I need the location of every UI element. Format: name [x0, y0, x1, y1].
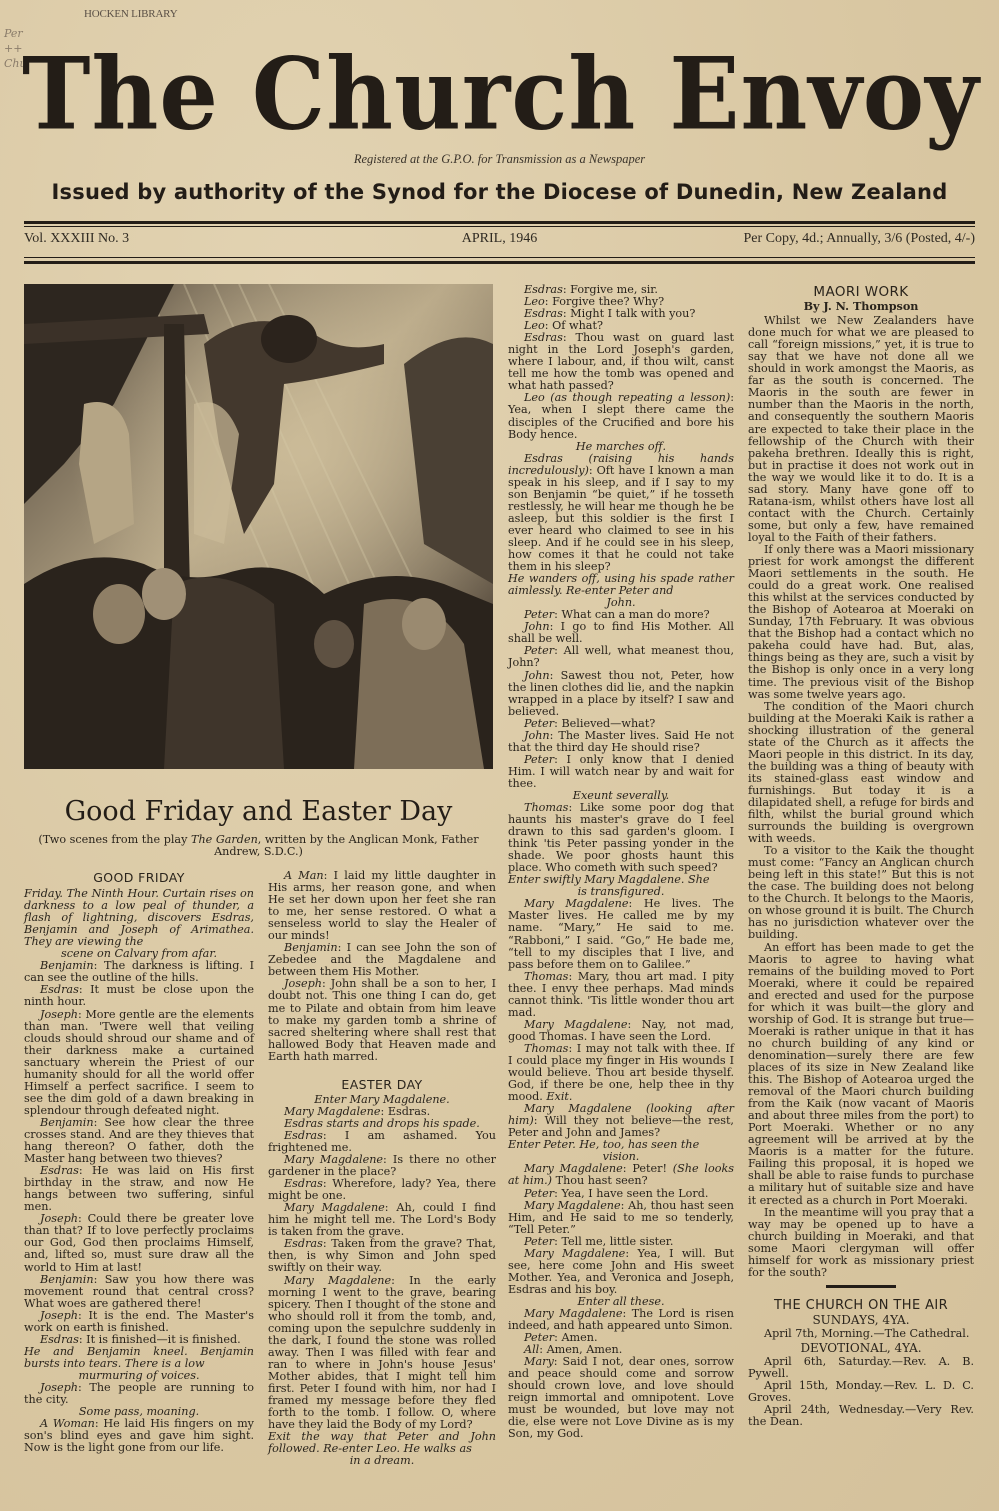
top-rule-thick	[24, 221, 975, 224]
stage-direction: Enter Peter. He, too, has seen the	[508, 1138, 700, 1152]
sundays-heading: SUNDAYS, 4YA.	[812, 1312, 910, 1327]
devotional-heading: DEVOTIONAL, 4YA.	[800, 1340, 922, 1355]
dialogue-line: Esdras: I am ashamed. You frightened me.	[268, 1128, 496, 1154]
paragraph: In the meantime will you pray that a way may be opened up to have a church building in Moeraki, and that some Maori clergyman will offer himself for work as missionary priest for the south?	[748, 1205, 974, 1279]
dialogue-line: A Woman: He laid His fingers on my son's blind eyes and gave him sight. Now is the light gone from our life.	[24, 1417, 254, 1455]
article-subtitle: (Two scenes from the play The Garden, written by the Anglican Monk, Father Andrew, S.D.C.)	[38, 833, 479, 859]
dialogue-line: Mary: Said I not, dear ones, sorrow and peace should come and sorrow should crown love, and love should reign immortal and omnipotent. Love must be wounded, but love may not die, else were not Love Divine as is my Son, my God.	[508, 1355, 734, 1441]
stage-direction: Esdras starts and drops his spade.	[284, 1116, 480, 1130]
stage-direction: in a dream.	[349, 1454, 415, 1468]
section-divider	[826, 1285, 896, 1288]
dialogue-line: Benjamin: See how clear the three crosses stand. And are they thieves that hang thereon? O father, doth the Master hang between two thieves?	[24, 1115, 254, 1166]
stage-direction: Exit the way that Peter and John followed. Re-enter Leo. He walks as	[268, 1430, 496, 1456]
dialogue-line: Peter: Amen.	[524, 1331, 598, 1345]
section-heading-good-friday: GOOD FRIDAY	[93, 870, 185, 885]
broadcast-entry: April 24th, Wednesday.—Very Rev. the Dean.	[748, 1403, 974, 1429]
dialogue-line: Peter: Tell me, little sister.	[524, 1234, 674, 1248]
crucifixion-illustration	[24, 284, 493, 769]
dialogue-line: Esdras (raising his hands incredulously): Oft have I known a man speak in his sleep, and if I say to my son Benjamin “be quiet,” if he tosseth restlessly, he will hear me though he be asleep, but this soldier is the first I ever heard who claimed to see in his sleep. And if he could see in his sleep, how comes it that he could not take them in his sleep?	[508, 451, 734, 574]
dialogue-line: Mary Magdalene: He lives. The Master lives. He called me by my name. “Mary,” He said to me. “Rabboni,” I said. “Go,” He bade me, “tell to my disciples that I live, and pass before them on to Galilee.”	[508, 897, 734, 971]
masthead-title: The Church Envoy	[22, 35, 980, 153]
paragraph: An effort has been made to get the Maoris to agree to having what remains of the building moved to Port Moeraki, where it could be repaired and erected and used for the purpose for which it was built—the glory and worship of God. It is strange but true—Moeraki is rather unique in that it has no church building of any kind or denomination—surely there are few places of its size in New Zealand like this. The Bishop of Aotearoa urged the removal of the Maori church building from the Kaik (now vacant of Maoris and about three miles from the port) to Port Moeraki. Whether or no any agreement will be arrived at by the Maoris is a matter for the future. Failing this proposal, it is hoped we shall be able to raise funds to purchase a military hut of suitable size and have it erected as a church in Port Moeraki.	[748, 940, 974, 1207]
dialogue-line: Joseph: Could there be greater love than that? If to love perfectly proclaims our God, God then proclaims Himself, and, lifted so, must sure draw all the world to Him at last!	[24, 1212, 255, 1274]
stage-direction: Exeunt severally.	[572, 788, 670, 802]
dialogue-line: John: Sawest thou not, Peter, how the linen clothes did lie, and the napkin wrapped in a place by itself? I saw and believed.	[508, 668, 734, 718]
stage-direction: He marches off.	[575, 439, 667, 453]
stage-direction: Enter swiftly Mary Magdalene. She	[508, 873, 710, 887]
dialogue-line: Benjamin: I can see John the son of Zebedee and the Magdalene and between them His Mother.	[268, 941, 496, 979]
paragraph: Whilst we New Zealanders have done much for what we are pleased to call “foreign missions,” yet, it is true to say that we have not done all we should in work amongst the Maoris, as far as the south is concerned. The Maoris in the south are fewer in number than the Maoris in the north, and consequently the southern Maoris are expected to take their place in the fellowship of the Church with their pakeha brethren. Ideally this is right, but in practise it does not work out in the way we would like it to do. It is a sad story. Many have gone off to Ratana-ism, whilst others have lost all contact with the Church. Certainly some, but only a few, have remained loyal to the Faith of their fathers.	[748, 314, 974, 544]
stage-direction: Friday. The Ninth Hour. Curtain rises on darkness to a low peal of thunder, a flash of lightning, discovers Esdras, Benjamin and Joseph of Arimathea. They are viewing the	[24, 887, 254, 949]
stage-direction: He wanders off, using his spade rather aimlessly. Re-enter Peter and	[508, 572, 734, 598]
column-easter-day	[268, 870, 496, 1467]
section-heading-easter-day: EASTER DAY	[341, 1076, 423, 1092]
dialogue-line: Mary Magdalene: Peter! (She looks at him.) Thou hast seen?	[508, 1162, 734, 1188]
dialogue-line: Esdras: Thou wast on guard last night in the Lord Joseph's garden, where I labour, and, if thou wilt, canst tell me how the tomb was opened and what hath passed?	[508, 331, 734, 393]
broadcast-entry: April 6th, Saturday.—Rev. A. B. Pywell.	[748, 1355, 974, 1381]
dialogue-line: Joseph: It is the end. The Master's work on earth is finished.	[24, 1308, 254, 1334]
dialogue-line: John: The Master lives. Said He not that the third day He should rise?	[508, 728, 734, 754]
stage-direction: Enter all these.	[577, 1294, 665, 1308]
stage-direction: Some pass, moaning.	[78, 1405, 200, 1419]
stage-direction: murmuring of voices.	[78, 1368, 200, 1382]
dialogue-line: John: I go to find His Mother. All shall be well.	[508, 620, 734, 646]
broadcast-entry: April 7th, Morning.—The Cathedral.	[764, 1326, 970, 1340]
dialogue-line: Joseph: More gentle are the elements than man. 'Twere well that veiling clouds should shroud our shame and of their darkness make a curtained sanctuary wherein the Priest of our humanity should for all the world offer Himself a perfect sacrifice. I seem to see the dim gold of a dawn breaking in splendour through defeated night.	[24, 1007, 254, 1117]
dialogue-line: Benjamin: Saw you how there was movement round that central cross? What woes are gathered there!	[24, 1272, 254, 1310]
stage-direction: He and Benjamin kneel. Benjamin bursts into tears. There is a low	[24, 1344, 254, 1370]
dialogue-line: Esdras: Might I talk with you?	[524, 307, 696, 321]
dialogue-line: A Man: I laid my little daughter in His arms, her reason gone, and when He set her down upon her feet she ran to me, her sense restored. O what a senseless world to slay the Healer of our minds!	[268, 869, 496, 943]
dialogue-line: Joseph: John shall be a son to her, I doubt not. This one thing I can do, get me to Pilate and obtain from him leave to make my garden tomb a shrine of sacred sheltering where shall rest that hallowed Body that Heaven made and Earth hath marred.	[268, 977, 496, 1063]
stage-direction: Enter Mary Magdalene.	[314, 1092, 450, 1106]
bottom-rule-thick	[24, 261, 975, 264]
dialogue-line: Thomas: I may not talk with thee. If I could place my finger in His wounds I would believe. Thou art beside thyself. God, if there be one, help thee in thy mood. Exit.	[508, 1041, 734, 1104]
top-rule-thin	[24, 226, 975, 227]
dialogue-line: Mary Magdalene: Is there no other gardener in the place?	[268, 1153, 497, 1179]
issue-date: APRIL, 1946	[461, 231, 538, 246]
dialogue-line: Leo: Of what?	[524, 319, 603, 333]
dialogue-line: Esdras: Wherefore, lady? Yea, there might be one.	[268, 1177, 496, 1203]
dialogue-line: Peter: All well, what meanest thou, John?	[508, 644, 734, 670]
byline: By J. N. Thompson	[803, 299, 919, 314]
dialogue-line: Peter: I only know that I denied Him. I will watch near by and wait for thee.	[508, 752, 734, 790]
dialogue-line: Peter: Yea, I have seen the Lord.	[524, 1186, 709, 1200]
stage-direction: is transfigured.	[577, 885, 665, 899]
dialogue-line: Mary Magdalene: Yea, I will. But see, here come John and His sweet Mother. Yea, and Veronica and Joseph, Esdras and his boy.	[508, 1246, 735, 1296]
dialogue-line: Esdras: Taken from the grave? That, then, is why Simon and John sped swiftly on their way.	[268, 1237, 496, 1275]
price-info: Per Copy, 4d.; Annually, 3/6 (Posted, 4/-)	[743, 231, 975, 246]
issued-by-line: Issued by authority of the Synod for the Diocese of Dunedin, New Zealand	[51, 180, 948, 204]
dialogue-line: Esdras: It must be close upon the ninth hour.	[24, 983, 254, 1009]
broadcast-entry: April 15th, Monday.—Rev. L. D. C. Groves.	[748, 1379, 974, 1405]
illustration-image	[24, 284, 493, 769]
stage-direction: vision.	[602, 1150, 640, 1164]
archive-stamp: HOCKEN LIBRARY	[84, 8, 178, 20]
dialogue-line: Joseph: The people are running to the city.	[24, 1380, 254, 1407]
dialogue-line: Leo (as though repeating a lesson): Yea, when I slept there came the disciples of the Crucified and bore his Body hence.	[508, 391, 734, 441]
dialogue-line: All: Amen, Amen.	[524, 1343, 623, 1357]
article-heading-maori-work: MAORI WORK	[813, 284, 909, 300]
dialogue-line: Thomas: Like some poor dog that haunts his master's grave do I feel drawn to this sad garden's gloom. I think 'tis Peter passing yonder in the shade. We poor ghosts haunt this place. Who cometh with such speed?	[508, 801, 734, 875]
dialogue-line: Leo: Forgive thee? Why?	[524, 295, 665, 309]
stage-direction: scene on Calvary from afar.	[60, 947, 218, 961]
dialogue-line: Esdras: Forgive me, sir.	[524, 283, 658, 296]
paragraph: The condition of the Maori church building at the Moeraki Kaik is rather a shocking illustration of the general state of the Church as it affects the Maori people in this district. In its day, the building was a thing of beauty with its stained-glass east window and furnishings. But today it is a dilapidated shell, a refuge for birds and filth, whilst the burial ground which surrounds the building is overgrown with weeds.	[748, 699, 974, 846]
dialogue-line: Mary Magdalene: Esdras.	[284, 1104, 431, 1118]
dialogue-line: Peter: What can a man do more?	[524, 608, 710, 622]
dialogue-line: Mary Magdalene: The Lord is risen indeed, and hath appeared unto Simon.	[508, 1306, 734, 1333]
issue-info-bar	[24, 231, 975, 251]
column-maori-work	[748, 286, 974, 1428]
dialogue-line: Mary Magdalene: Ah, could I find him he might tell me. The Lord's Body is taken from the grave.	[268, 1201, 497, 1239]
dialogue-line: Esdras: He was laid on His first birthday in the straw, and now He hangs between two suffering, sinful men.	[24, 1164, 255, 1214]
article-title: Good Friday and Easter Day	[64, 796, 453, 827]
dialogue-line: Mary Magdalene: Ah, thou hast seen Him, and He said to me so tenderly, “Tell Peter.”	[508, 1198, 735, 1236]
dialogue-line: Mary Magdalene: In the early morning I went to the grave, bearing spicery. Then I thought of the stone and who should roll it from the tomb, and, coming upon the sepulchre suddenly in the dark, I found the stone was rolled away. Then I was filled with fear and ran to where in John's house Jesus' Mother abides, that I might tell him first. Peter I found with him, nor had I framed my message before they fled forth to the tomb. I follow. O, where have they laid the Body of my Lord?	[268, 1273, 496, 1432]
paragraph: To a visitor to the Kaik the thought must come: “Fancy an Anglican church being left in this state!” But this is not the case. The building does not belong to the Church. It belongs to the Maoris, on whose ground it is built. The Church has no jurisdiction whatever over the building.	[748, 844, 974, 942]
section-heading-church-on-air: THE CHURCH ON THE AIR	[773, 1297, 949, 1313]
registration-notice: Registered at the G.P.O. for Transmission as a Newspaper	[353, 152, 646, 166]
paragraph: If only there was a Maori missionary priest for work amongst the different Maori settlements in the south. He could do a great work. One realised this whilst at the services conducted by the Bishop of Aotearoa at Moeraki on Sunday, 17th February. It was obvious that the Bishop had a contact which no pakeha could have had. But, alas, things being as they are, such a visit by the Bishop is only once in a very long time. The previous visit of the Bishop was some twelve years ago.	[748, 542, 974, 701]
stage-direction: John.	[606, 596, 636, 610]
volume-number: Vol. XXXIII No. 3	[24, 231, 130, 246]
pencil-annotation: Per ++ Chu	[4, 27, 27, 70]
dialogue-line: Mary Magdalene (looking after him): Will they not believe—the rest, Peter and John and James?	[508, 1102, 734, 1140]
dialogue-line: Benjamin: The darkness is lifting. I can see the outline of the hills.	[24, 959, 255, 985]
column-easter-day-continued	[508, 284, 734, 1441]
dialogue-line: Mary Magdalene: Nay, not mad, good Thomas. I have seen the Lord.	[508, 1017, 734, 1043]
dialogue-line: Thomas: Mary, thou art mad. I pity thee. I envy thee perhaps. Mad minds cannot think. 'Tis little wonder thou art mad.	[508, 969, 734, 1019]
dialogue-line: Peter: Believed—what?	[524, 716, 656, 730]
dialogue-line: Esdras: It is finished—it is finished.	[40, 1332, 241, 1346]
bottom-rule-thin	[24, 257, 975, 258]
column-good-friday	[24, 872, 254, 1454]
